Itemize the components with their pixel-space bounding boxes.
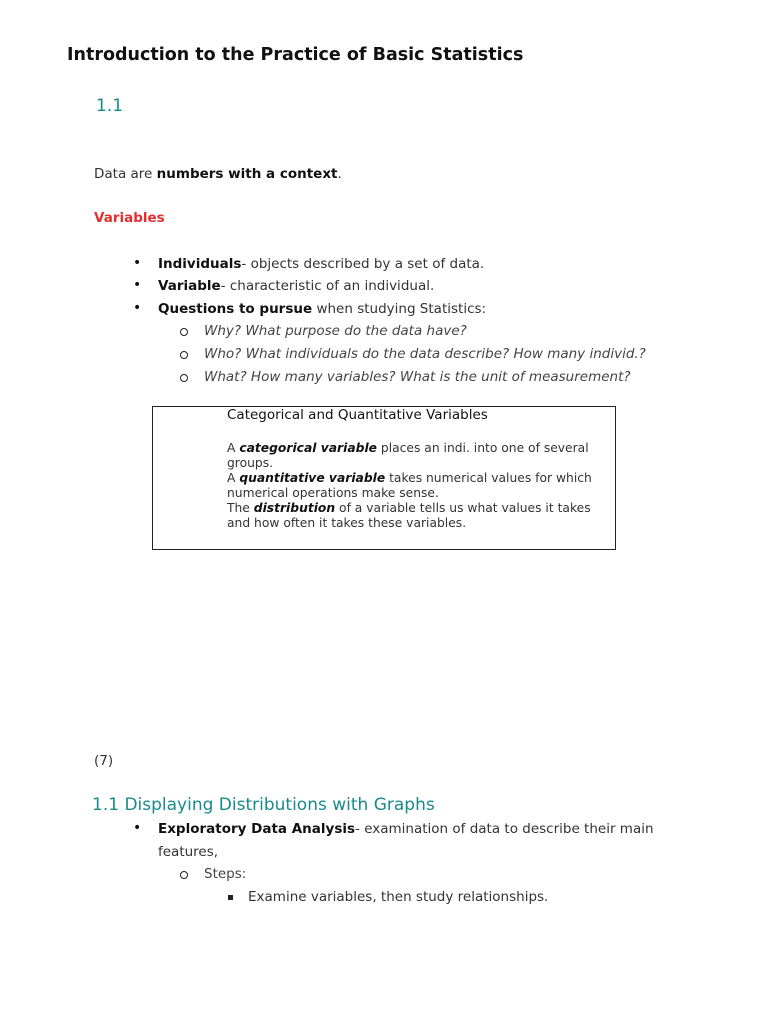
question-text: Why? What purpose do the data have?	[204, 323, 467, 339]
question-text: Who? What individuals do the data describe? How many individ.?	[204, 346, 646, 362]
steps-label: Steps:	[204, 866, 247, 882]
bullet-text: - objects described by a set of data.	[241, 256, 485, 272]
box-line-prefix: A	[227, 441, 240, 455]
data-definition	[94, 166, 342, 182]
bullet-text: when studying Statistics:	[312, 301, 487, 317]
bullet-bold: Individuals	[158, 256, 242, 272]
section-number: 1.1	[96, 96, 124, 116]
step-text: Examine variables, then study relationships.	[248, 889, 549, 905]
box-term: quantitative variable	[239, 471, 386, 485]
page-reference: (7)	[94, 753, 114, 769]
box-heading: Categorical and Quantitative Variables	[227, 407, 488, 423]
question-text: What? How many variables? What is the unit of measurement?	[204, 369, 631, 385]
data-definition-bold: numbers with a context	[156, 166, 338, 182]
box-line-quantitative	[227, 471, 612, 501]
bullet-bold: Exploratory Data Analysis	[158, 821, 356, 837]
section2-heading: 1.1 Displaying Distributions with Graphs	[92, 795, 435, 815]
box-term: categorical variable	[239, 441, 377, 455]
eda-continuation: features,	[158, 844, 219, 860]
box-content	[227, 441, 612, 531]
box-line-categorical	[227, 441, 612, 471]
box-term: distribution	[253, 501, 336, 515]
data-definition-suffix: .	[337, 166, 342, 182]
box-line-prefix: The	[227, 501, 254, 515]
bullet-bold: Variable	[158, 278, 221, 294]
box-line-text: of a variable tells us what values it takes and how often it takes these variables.	[227, 501, 591, 530]
box-line-text: places an indi. into one of several groups.	[227, 441, 589, 470]
box-line-prefix: A	[227, 471, 240, 485]
bullet-text: - examination of data to describe their main	[355, 821, 654, 837]
bullet-text: - characteristic of an individual.	[220, 278, 435, 294]
bullet-bold: Questions to pursue	[158, 301, 313, 317]
box-line-text: takes numerical values for which numerical operations make sense.	[227, 471, 592, 500]
variables-heading: Variables	[94, 210, 165, 226]
page-title: Introduction to the Practice of Basic Statistics	[67, 45, 524, 65]
data-definition-prefix: Data are	[94, 166, 157, 182]
box-line-distribution	[227, 501, 612, 531]
